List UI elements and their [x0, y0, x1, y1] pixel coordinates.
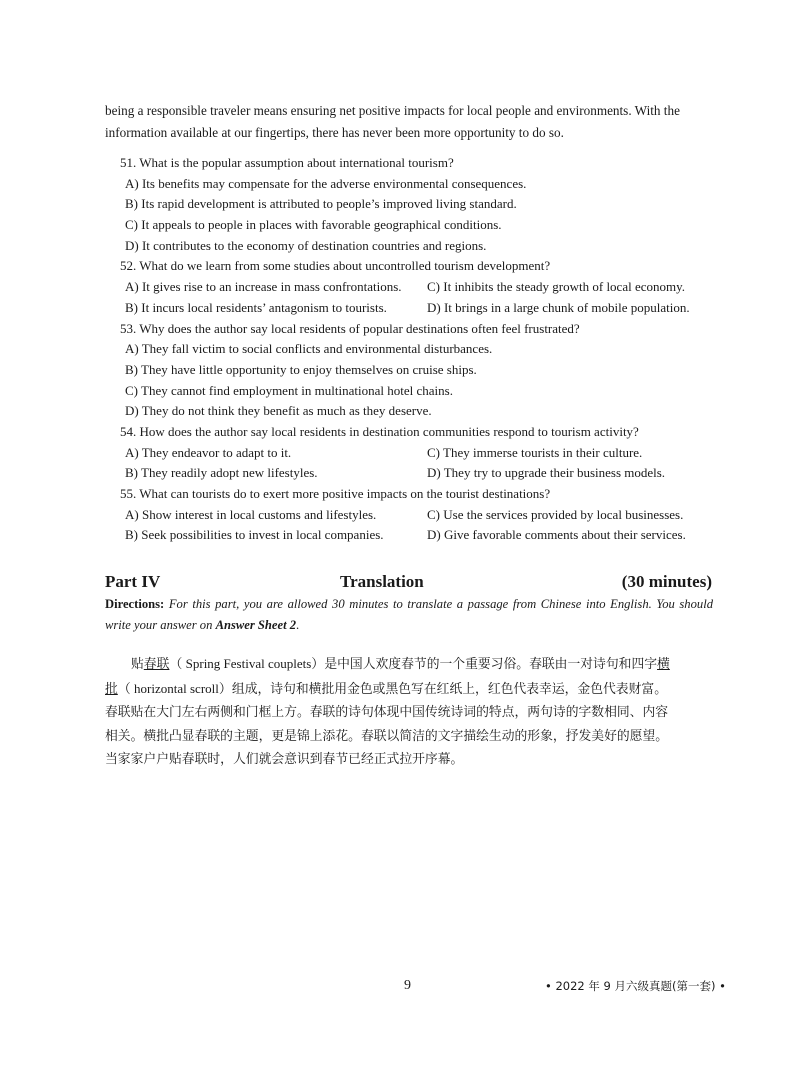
question-53	[120, 319, 720, 422]
english-gloss: （ Spring Festival couplets）	[169, 656, 325, 671]
answer-sheet-label: Answer Sheet 2	[215, 618, 297, 632]
english-gloss: （ horizontal scroll）	[117, 680, 232, 696]
directions-text: For this part, you are allowed 30 minutes to translate a passage from Chinese into English. You should write your answer on	[105, 597, 713, 632]
option-c: C) They immerse tourists in their culture.	[427, 444, 643, 460]
option-a: A) Show interest in local customs and lifestyles.	[125, 506, 377, 522]
passage-line-5: 当家家户户贴春联时，人们就会意识到春节已经正式拉开序幕。	[105, 752, 464, 768]
question-52	[120, 256, 720, 318]
page-number: 9	[404, 978, 411, 993]
option-c: C) They cannot find employment in multinational hotel chains.	[125, 382, 453, 398]
question-stem: 51. What is the popular assumption about international tourism?	[120, 155, 454, 170]
question-list	[120, 153, 720, 546]
option-b: B) They have little opportunity to enjoy themselves on cruise ships.	[125, 361, 477, 377]
option-a: A) It gives rise to an increase in mass confrontations.	[125, 279, 402, 295]
directions-end: .	[296, 618, 300, 632]
question-stem: 53. Why does the author say local residents of popular destinations often feel frustrated?	[120, 320, 580, 336]
text-run: 组成，诗句和横批用金色或黑色写在红纸上，红色代表幸运，金色代表财富。	[231, 681, 667, 697]
passage-line-1	[105, 652, 713, 677]
option-d: D) They try to upgrade their business models.	[427, 465, 666, 481]
option-c: C) Use the services provided by local businesses.	[427, 506, 684, 522]
question-55	[120, 484, 720, 546]
passage-line-3: 春联贴在大门左右两侧和门框上方。春联的诗句体现中国传统诗词的特点，两句诗的字数相同、内容	[105, 705, 669, 721]
option-d: D) It contributes to the economy of destination countries and regions.	[125, 237, 487, 253]
question-54	[120, 422, 720, 484]
underlined-term: 批	[105, 681, 118, 697]
option-c: C) It appeals to people in places with favorable geographical conditions.	[125, 217, 502, 233]
underlined-term: 春联	[143, 657, 170, 672]
question-stem: 54. How does the author say local residents in destination communities respond to tourism activity?	[120, 423, 639, 439]
option-a: A) They fall victim to social conflicts and environmental disturbances.	[125, 341, 493, 357]
intro-line-2: information available at our fingertips, there has never been more opportunity to do so.	[105, 125, 564, 140]
option-b: B) Its rapid development is attributed to people’s improved living standard.	[125, 196, 517, 212]
part-title: Translation	[340, 572, 424, 591]
option-d: D) Give favorable comments about their services.	[427, 527, 686, 543]
intro-line-1: being a responsible traveler means ensuring net positive impacts for local people and environments. With the	[105, 103, 680, 118]
option-d: D) They do not think they benefit as much as they deserve.	[125, 403, 432, 419]
option-c: C) It inhibits the steady growth of local economy.	[427, 279, 686, 295]
underlined-term: 横	[657, 657, 670, 672]
passage-line-4: 相关。横批凸显春联的主题，更是锦上添花。春联以简洁的文字描绘生动的形象，抒发美好的愿望。	[105, 728, 669, 744]
option-d: D) It brings in a large chunk of mobile population.	[427, 299, 690, 315]
directions-label: Directions:	[105, 597, 165, 611]
option-a: A) Its benefits may compensate for the adverse environmental consequences.	[125, 175, 527, 191]
question-51	[120, 153, 720, 256]
question-stem: 52. What do we learn from some studies about uncontrolled tourism development?	[120, 258, 551, 274]
directions	[105, 594, 713, 636]
option-b: B) It incurs local residents’ antagonism to tourists.	[125, 299, 387, 315]
text-run: 贴	[131, 657, 144, 672]
option-b: B) Seek possibilities to invest in local companies.	[125, 527, 384, 543]
text-run: 是中国人欢度春节的一个重要习俗。春联由一对诗句和四字	[324, 657, 658, 672]
option-b: B) They readily adopt new lifestyles.	[125, 465, 318, 481]
part-number: Part IV	[105, 572, 161, 591]
part-time: (30 minutes)	[621, 572, 712, 591]
passage-line-2	[105, 677, 713, 702]
intro-paragraph	[105, 100, 713, 144]
question-stem: 55. What can tourists do to exert more positive impacts on the tourist destinations?	[120, 486, 551, 501]
exam-tag: • 2022 年 9 月六级真题(第一套) •	[545, 979, 726, 993]
option-a: A) They endeavor to adapt to it.	[125, 444, 292, 460]
translation-passage	[105, 652, 713, 772]
part-header	[105, 570, 712, 594]
